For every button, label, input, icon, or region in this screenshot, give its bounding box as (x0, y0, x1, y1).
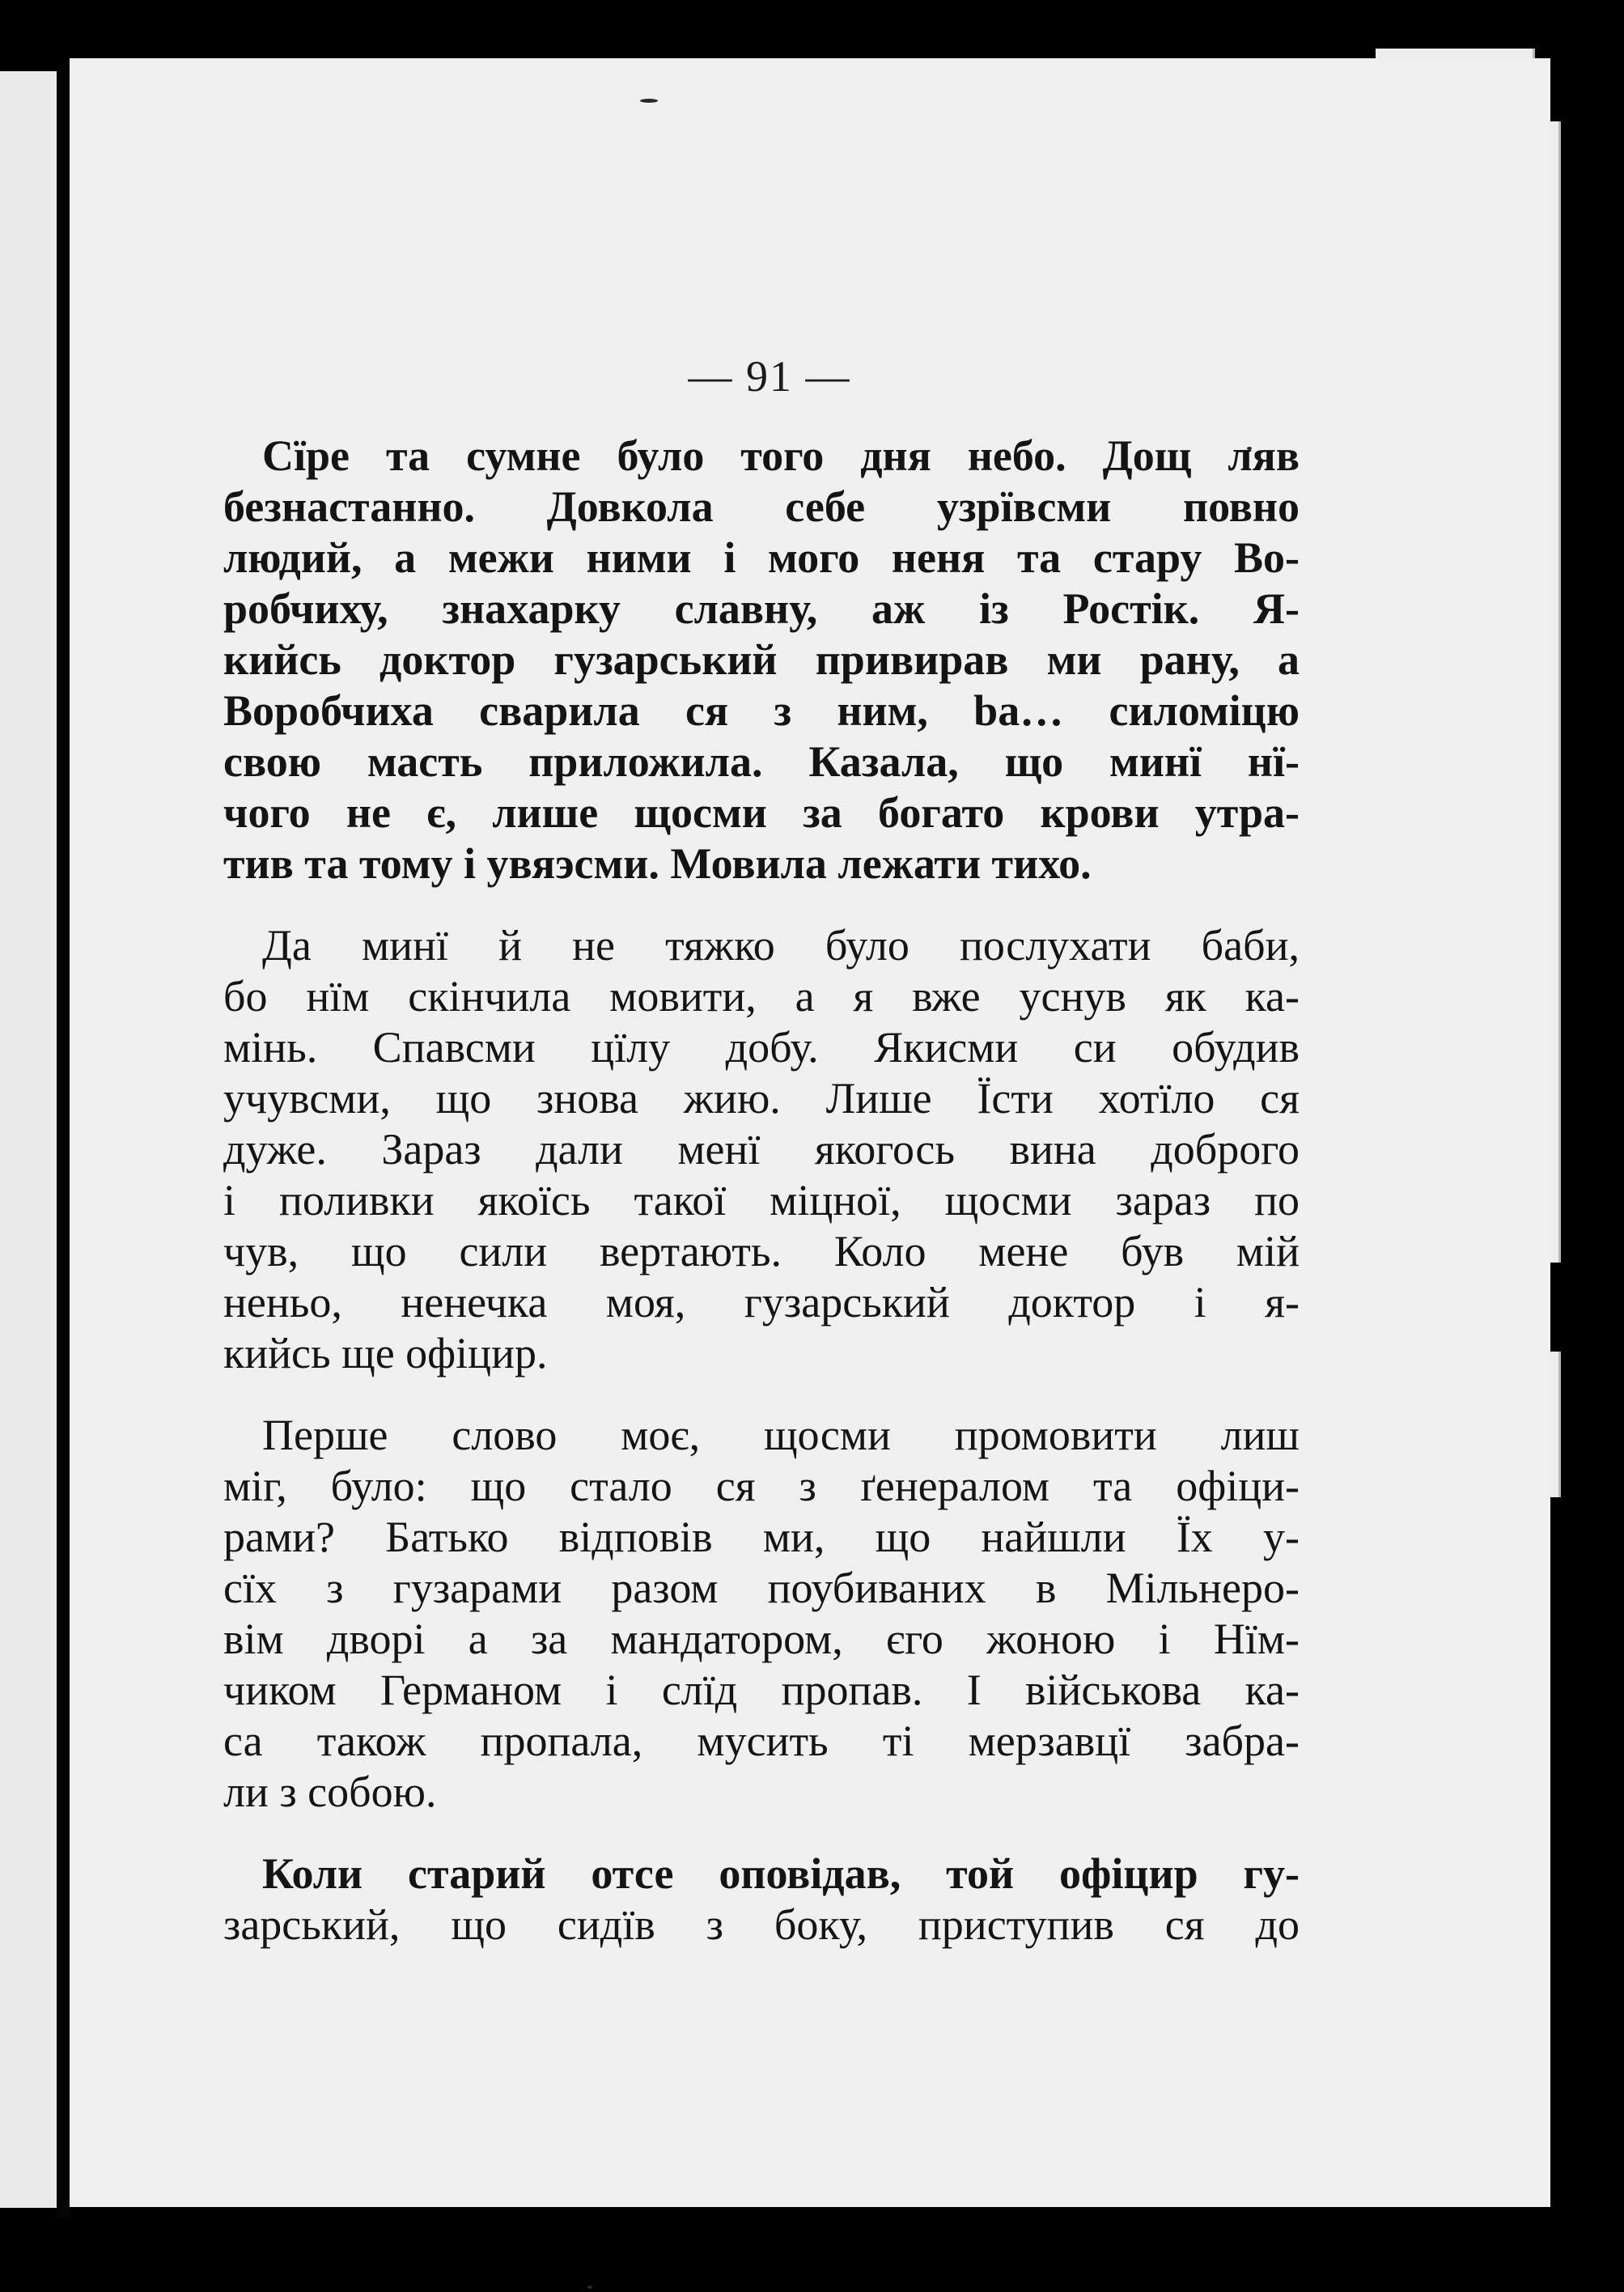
body-text (223, 431, 1300, 1981)
text-line: тив та тому і увяэсми. Мовила лежати тихо. (223, 839, 1092, 888)
text-line: вім дворі а за мандатором, єго жоною і Нїм- (223, 1615, 1300, 1663)
text-line: са також пропала, мусить ті мерзавцї забра- (223, 1717, 1300, 1765)
text-line: Коли старий отсе оповідав, той офіцир гу- (262, 1849, 1300, 1898)
text-line: кийсь ще офіцир. (223, 1329, 548, 1377)
text-line: людий, а межи ними і мого неня та стару Во- (223, 533, 1300, 582)
text-line: Перше слово моє, щосми промовити лиш (262, 1411, 1300, 1459)
text-line: ли з собою. (223, 1768, 437, 1816)
paragraph-1 (223, 431, 1300, 889)
text-line: міг, було: що стало ся з ґенералом та офіци- (223, 1462, 1300, 1510)
text-line: зарський, що сидїв з боку, приступив ся до (223, 1900, 1300, 1949)
text-line: кийсь доктор гузарський привирав ми рану, а (223, 635, 1300, 684)
facing-page-edge (0, 71, 57, 2208)
text-line: бо нїм скінчила мовити, а я вже уснув як ка- (223, 972, 1300, 1021)
print-speck (587, 2286, 592, 2289)
text-line: безнастанно. Довкола себе узрївсми повно (223, 482, 1300, 531)
book-gutter (57, 65, 70, 2218)
text-line: учувсми, що знова жию. Лише Їсти хотїло ся (223, 1074, 1300, 1123)
text-line: мінь. Спавсми цїлу добу. Якисми си обудив (223, 1023, 1300, 1072)
text-line: чиком Германом і слїд пропав. І військова ка- (223, 1666, 1300, 1714)
text-line: чув, що сили вертають. Коло мене був мій (223, 1227, 1300, 1275)
book-page (70, 58, 1550, 2207)
text-line: сїх з гузарами разом поубиваних в Мільнеро- (223, 1564, 1300, 1612)
text-line: Сїре та сумне було того дня небо. Дощ ляв (262, 431, 1300, 480)
text-line: свою масть приложила. Казала, що минї нї- (223, 737, 1300, 786)
paragraph-2 (223, 920, 1300, 1379)
paragraph-4 (223, 1848, 1300, 1950)
text-line: неньо, ненечка моя, гузарський доктор і я- (223, 1278, 1300, 1326)
text-line: Воробчиха сварила ся з ним, ba… силоміцю (223, 686, 1300, 735)
text-line: дуже. Зараз дали менї якогось вина доброго (223, 1125, 1300, 1174)
print-speck (640, 99, 658, 103)
text-line: робчиху, знахарку славну, аж із Ростік. Я- (223, 584, 1300, 633)
text-line: рами? Батько відповів ми, що найшли Їх у- (223, 1513, 1300, 1561)
text-line: і поливки якоїсь такої міцної, щосми зараз по (223, 1176, 1300, 1225)
page-number: — 91 — (688, 352, 851, 401)
text-line: чого не є, лише щосми за богато крови утра- (223, 788, 1300, 837)
paragraph-3 (223, 1410, 1300, 1818)
text-line: Да минї й не тяжко було послухати баби, (262, 921, 1300, 970)
